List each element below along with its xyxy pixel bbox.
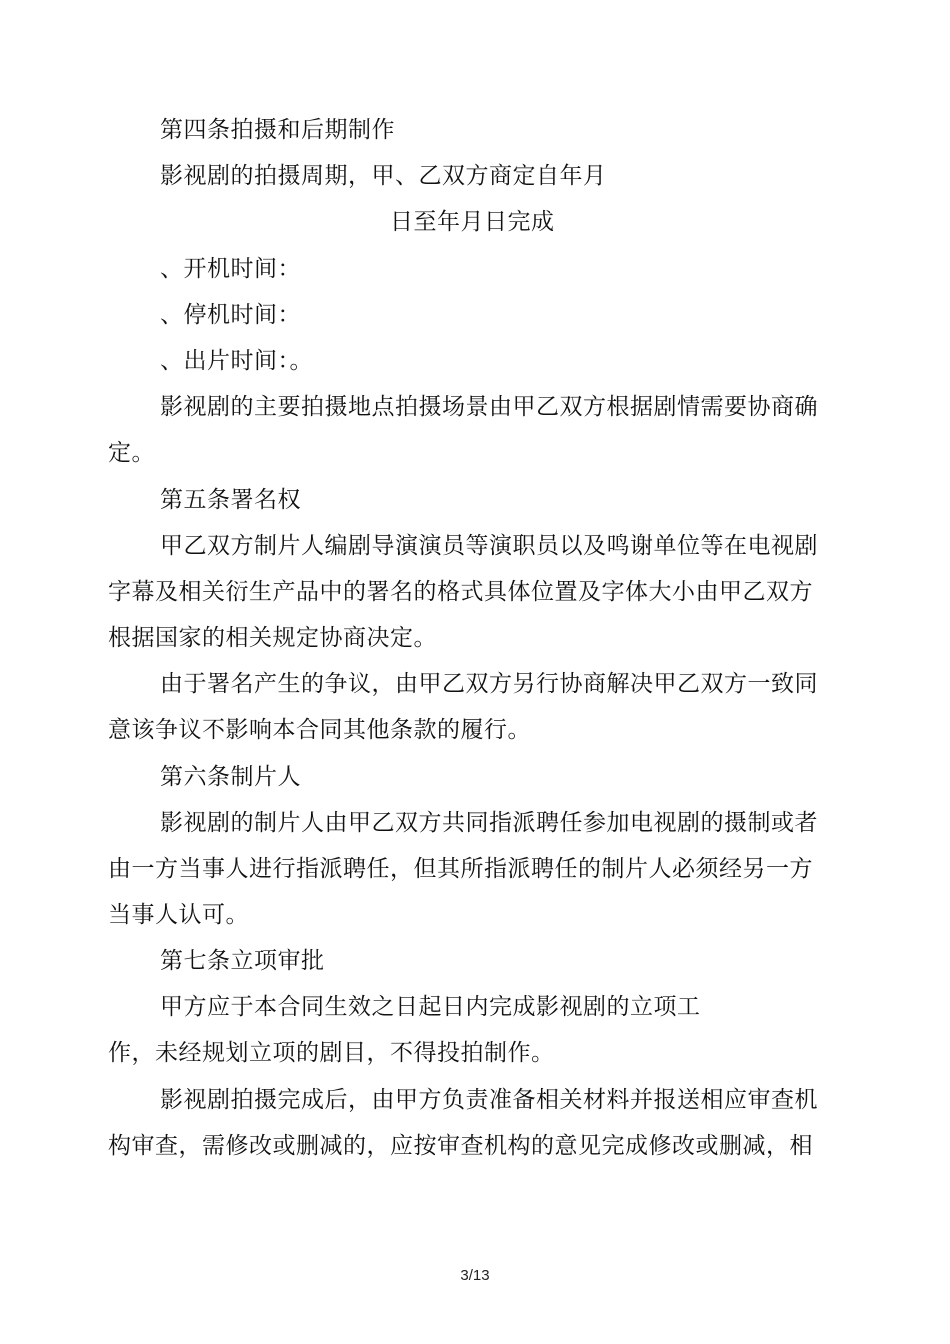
paragraph-line: 意该争议不影响本合同其他条款的履行。	[108, 717, 531, 743]
list-item-release-time: 、出片时间：。	[160, 348, 313, 374]
article-4-heading: 第四条拍摄和后期制作	[160, 117, 395, 143]
paragraph-line: 影视剧的主要拍摄地点拍摄场景由甲乙双方根据剧情需要协商确	[160, 394, 818, 420]
paragraph-line: 根据国家的相关规定协商决定。	[108, 625, 437, 651]
paragraph-line: 作，未经规划立项的剧目，不得投拍制作。	[108, 1040, 555, 1066]
article-6-heading: 第六条制片人	[160, 764, 301, 790]
paragraph-line: 影视剧的制片人由甲乙双方共同指派聘任参加电视剧的摄制或者	[160, 810, 818, 836]
paragraph-line: 甲方应于本合同生效之日起日内完成影视剧的立项工	[160, 994, 701, 1020]
paragraph-line: 由于署名产生的争议，由甲乙双方另行协商解决甲乙双方一致同	[160, 671, 818, 697]
paragraph-line: 日至年月日完成	[390, 209, 555, 235]
paragraph-line: 构审查，需修改或删减的，应按审查机构的意见完成修改或删减，相	[108, 1133, 813, 1159]
paragraph-line: 甲乙双方制片人编剧导演演员等演职员以及鸣谢单位等在电视剧	[160, 533, 818, 559]
paragraph-line: 影视剧拍摄完成后，由甲方负责准备相关材料并报送相应审查机	[160, 1087, 818, 1113]
article-5-heading: 第五条署名权	[160, 487, 301, 513]
paragraph-line: 影视剧的拍摄周期，甲、乙双方商定自年月	[160, 163, 607, 189]
paragraph-line: 由一方当事人进行指派聘任，但其所指派聘任的制片人必须经另一方	[108, 856, 813, 882]
list-item-start-time: 、开机时间：	[160, 256, 301, 282]
paragraph-line: 字幕及相关衍生产品中的署名的格式具体位置及字体大小由甲乙双方	[108, 579, 813, 605]
list-item-stop-time: 、停机时间：	[160, 302, 301, 328]
paragraph-line: 定。	[108, 440, 155, 466]
paragraph-line: 当事人认可。	[108, 902, 249, 928]
page-number: 3/13	[460, 1267, 490, 1284]
article-7-heading: 第七条立项审批	[160, 948, 325, 974]
